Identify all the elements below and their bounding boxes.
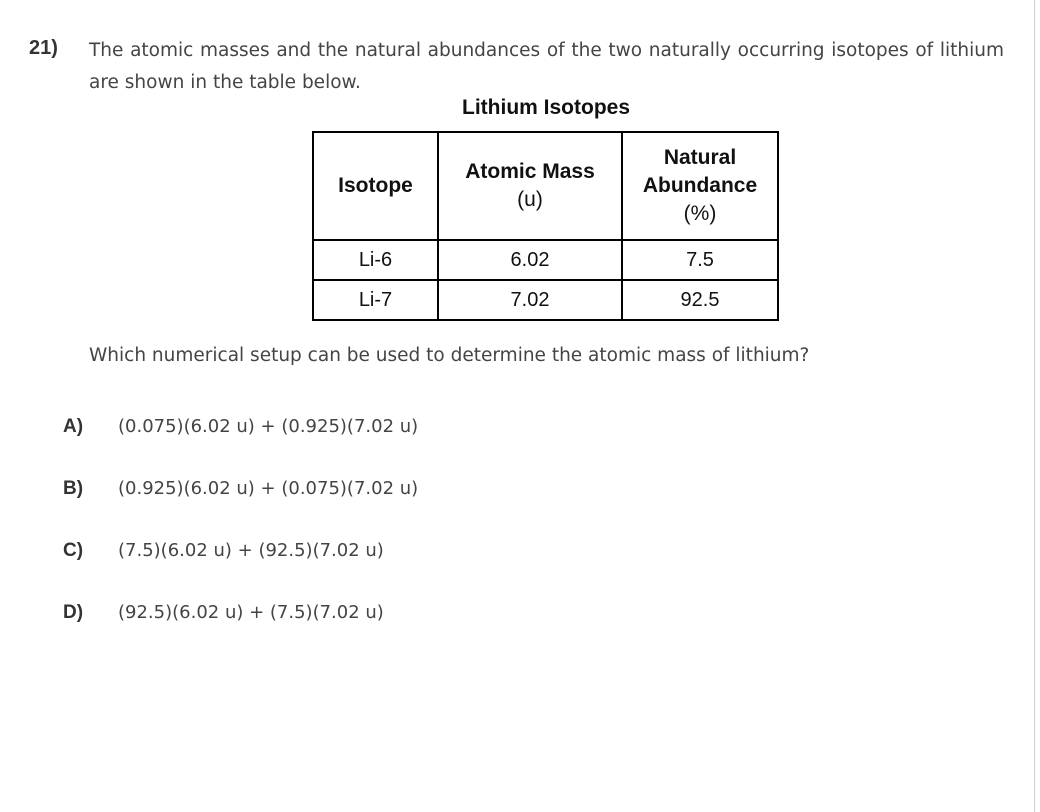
cell-atomic-mass: 7.02 <box>438 280 622 320</box>
header-abundance-unit: (%) <box>683 202 717 225</box>
answer-choice-c[interactable] <box>0 540 700 570</box>
answer-choice-b[interactable] <box>0 478 700 508</box>
header-abundance-line1: Natural <box>663 146 737 169</box>
choice-letter: D) <box>63 602 84 623</box>
header-atomic-mass <box>438 132 622 240</box>
choice-letter: C) <box>63 540 84 561</box>
choice-text: (0.925)(6.02 u) + (0.075)(7.02 u) <box>118 478 419 499</box>
choice-letter: B) <box>63 478 84 499</box>
header-abundance-line2: Abundance <box>642 174 758 197</box>
cell-isotope: Li-6 <box>313 240 438 280</box>
table-title: Lithium Isotopes <box>462 96 630 119</box>
choice-text: (0.075)(6.02 u) + (0.925)(7.02 u) <box>118 416 419 437</box>
cell-abundance: 92.5 <box>622 280 778 320</box>
answer-choice-d[interactable] <box>0 602 700 632</box>
header-atomic-mass-label: Atomic Mass <box>465 160 595 183</box>
isotope-table <box>312 131 779 321</box>
table-row <box>313 280 778 320</box>
table-row <box>313 240 778 280</box>
question-prompt: Which numerical setup can be used to determine the atomic mass of lithium? <box>89 345 810 366</box>
header-isotope-label: Isotope <box>338 174 413 197</box>
answer-choice-a[interactable] <box>0 416 700 446</box>
table-header-row <box>313 132 778 240</box>
question-number: 21) <box>29 37 58 59</box>
choice-text: (92.5)(6.02 u) + (7.5)(7.02 u) <box>118 602 384 623</box>
cell-isotope: Li-7 <box>313 280 438 320</box>
choice-letter: A) <box>63 416 84 437</box>
header-atomic-mass-unit: (u) <box>517 188 543 211</box>
cell-atomic-mass: 6.02 <box>438 240 622 280</box>
header-isotope <box>313 132 438 240</box>
page-right-border <box>1034 0 1035 812</box>
cell-abundance: 7.5 <box>622 240 778 280</box>
choice-text: (7.5)(6.02 u) + (92.5)(7.02 u) <box>118 540 384 561</box>
question-stem: The atomic masses and the natural abundances of the two naturally occurring isotopes of lithium are shown in the table below. <box>89 40 1004 93</box>
header-natural-abundance <box>622 132 778 240</box>
